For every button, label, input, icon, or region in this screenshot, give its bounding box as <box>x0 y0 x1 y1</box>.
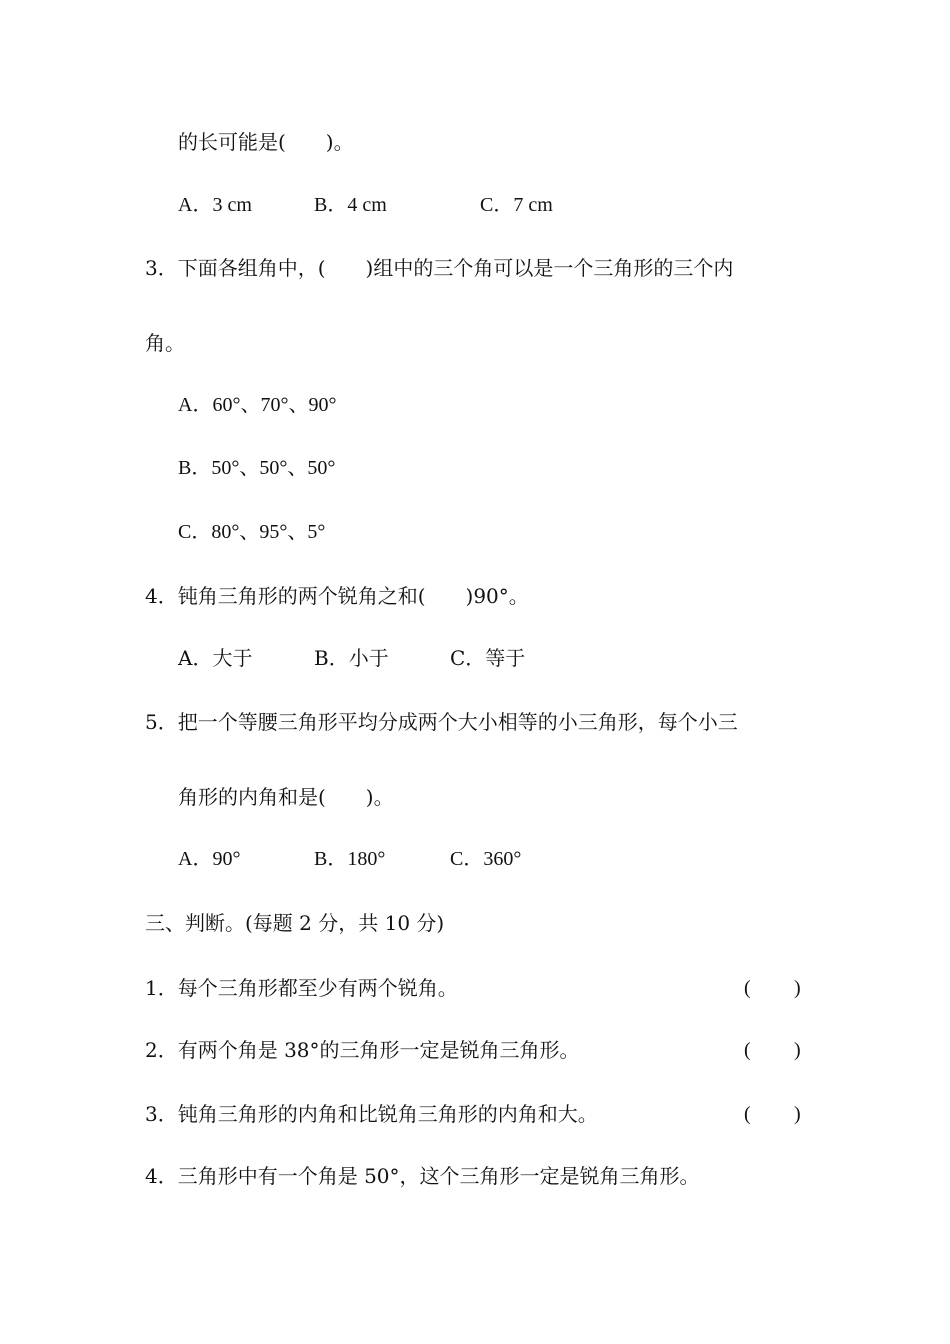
answer-bracket-close-1: ) <box>794 977 801 999</box>
q5-option-c: C．360° <box>450 848 522 870</box>
answer-bracket-open-1: ( <box>744 977 751 999</box>
q4-option-c: C．等于 <box>450 646 526 670</box>
q2-option-b: B．4 cm <box>314 194 387 216</box>
judge-item-4: 4．三角形中有一个角是 50°，这个三角形一定是锐角三角形。 <box>145 1164 700 1188</box>
judge-item-2: 2．有两个角是 38°的三角形一定是锐角三角形。 <box>145 1038 580 1062</box>
q4-text: 4．钝角三角形的两个锐角之和( )90°。 <box>145 584 529 608</box>
judge-item-3: 3．钝角三角形的内角和比锐角三角形的内角和大。 <box>145 1102 598 1126</box>
q4-option-a: A．大于 <box>178 646 253 670</box>
q5-option-a: A．90° <box>178 848 241 870</box>
q2-continuation: 的长可能是( )。 <box>178 130 354 154</box>
q3-text-line1: 3．下面各组角中，( )组中的三个角可以是一个三角形的三个内 <box>145 256 734 280</box>
q3-option-b: B．50°、50°、50° <box>178 457 336 479</box>
q3-option-a: A．60°、70°、90° <box>178 394 337 416</box>
answer-bracket-open-2: ( <box>744 1039 751 1061</box>
answer-bracket-close-2: ) <box>794 1039 801 1061</box>
q4-option-b: B．小于 <box>314 646 389 670</box>
answer-bracket-close-3: ) <box>794 1103 801 1125</box>
section3-title: 三、判断。(每题 2 分，共 10 分) <box>145 911 445 935</box>
answer-bracket-open-3: ( <box>744 1103 751 1125</box>
q5-text-line2: 角形的内角和是( )。 <box>178 785 394 809</box>
q3-text-line2: 角。 <box>145 331 185 355</box>
judge-item-1: 1．每个三角形都至少有两个锐角。 <box>145 976 458 1000</box>
q2-option-c: C．7 cm <box>480 194 553 216</box>
q3-option-c: C．80°、95°、5° <box>178 521 326 543</box>
q5-text-line1: 5．把一个等腰三角形平均分成两个大小相等的小三角形，每个小三 <box>145 710 738 734</box>
q2-option-a: A．3 cm <box>178 194 252 216</box>
q5-option-b: B．180° <box>314 848 386 870</box>
